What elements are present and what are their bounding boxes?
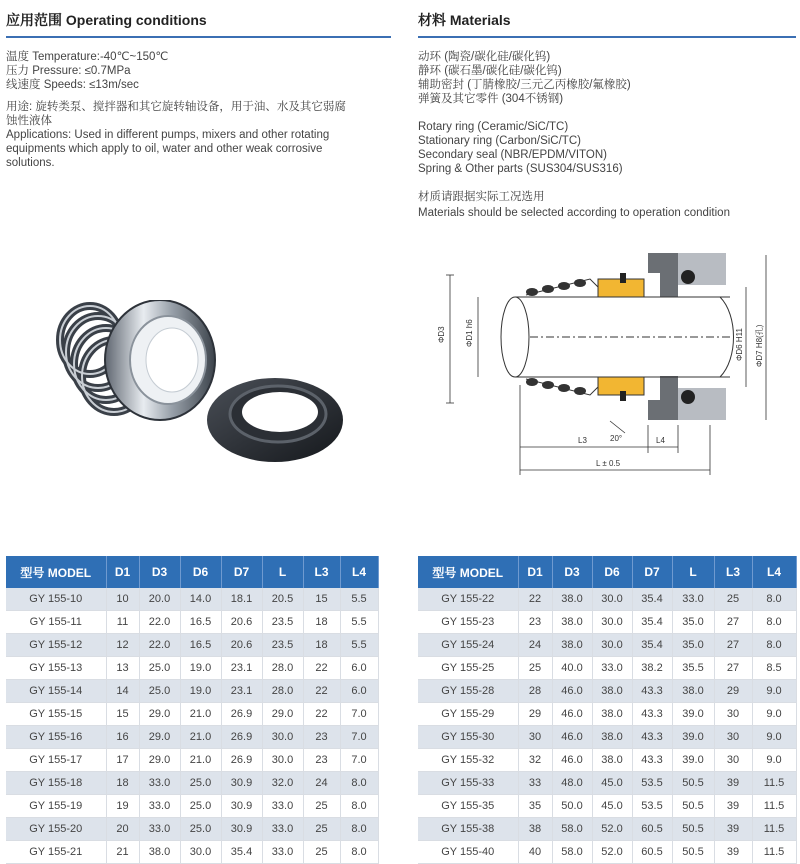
table-header-row bbox=[418, 556, 796, 588]
table-row bbox=[6, 841, 378, 864]
table-cell: 29 bbox=[518, 703, 552, 726]
table-cell: 53.5 bbox=[632, 795, 672, 818]
table-row bbox=[418, 772, 796, 795]
table-cell: 39 bbox=[714, 795, 752, 818]
table-cell: 26.9 bbox=[221, 703, 262, 726]
table-cell: 19 bbox=[106, 795, 139, 818]
table-cell: 22 bbox=[518, 588, 552, 611]
table-cell: 30.0 bbox=[180, 841, 221, 864]
table-cell: 11.5 bbox=[752, 818, 796, 841]
table-cell: GY 155-24 bbox=[418, 634, 518, 657]
table-cell: GY 155-30 bbox=[418, 726, 518, 749]
angle-label: 20° bbox=[610, 434, 623, 443]
temperature-text: 温度 Temperature:-40℃~150℃ bbox=[6, 51, 169, 63]
table-cell: 43.3 bbox=[632, 726, 672, 749]
table-cell: 26.9 bbox=[221, 749, 262, 772]
table-row bbox=[418, 726, 796, 749]
table-row bbox=[6, 772, 378, 795]
table-row bbox=[418, 588, 796, 611]
table-cell: 35.5 bbox=[672, 657, 714, 680]
table-cell: 9.0 bbox=[752, 680, 796, 703]
application-en-line: Applications: Used in different pumps, mixers and other rotating bbox=[6, 129, 330, 141]
table-row bbox=[418, 680, 796, 703]
table-cell: 58.0 bbox=[552, 818, 592, 841]
dim-d1-label: ΦD1 h6 bbox=[465, 319, 474, 347]
table-cell: 38.0 bbox=[552, 634, 592, 657]
table-cell: 50.5 bbox=[672, 772, 714, 795]
table-row bbox=[418, 634, 796, 657]
table-cell: GY 155-22 bbox=[418, 588, 518, 611]
table-cell: 33.0 bbox=[592, 657, 632, 680]
table-cell: 22 bbox=[303, 680, 340, 703]
table-cell: 5.5 bbox=[340, 611, 378, 634]
table-cell: 8.5 bbox=[752, 657, 796, 680]
table-cell: GY 155-33 bbox=[418, 772, 518, 795]
table-cell: 24 bbox=[518, 634, 552, 657]
column-header: L bbox=[262, 556, 303, 588]
table-cell: 33.0 bbox=[672, 588, 714, 611]
table-cell: 33 bbox=[518, 772, 552, 795]
table-body bbox=[418, 588, 796, 864]
table-cell: 30.0 bbox=[592, 588, 632, 611]
speed-text: 线速度 Speeds: ≤13m/sec bbox=[6, 79, 139, 91]
table-cell: 46.0 bbox=[552, 726, 592, 749]
table-cell: 22.0 bbox=[139, 634, 180, 657]
table-cell: 25.0 bbox=[180, 795, 221, 818]
table-cell: 29.0 bbox=[139, 749, 180, 772]
table-cell: GY 155-38 bbox=[418, 818, 518, 841]
table-cell: 26.9 bbox=[221, 726, 262, 749]
spec-table-right bbox=[418, 556, 797, 864]
table-cell: 22 bbox=[303, 703, 340, 726]
application-en-line: solutions. bbox=[6, 157, 55, 169]
table-cell: 23 bbox=[303, 749, 340, 772]
table-row bbox=[418, 749, 796, 772]
column-header: L bbox=[672, 556, 714, 588]
table-cell: 8.0 bbox=[340, 818, 378, 841]
table-cell: 39.0 bbox=[672, 749, 714, 772]
table-row bbox=[6, 795, 378, 818]
table-cell: 50.5 bbox=[672, 818, 714, 841]
table-cell: 23.5 bbox=[262, 634, 303, 657]
table-cell: 24 bbox=[303, 772, 340, 795]
table-cell: 20.5 bbox=[262, 588, 303, 611]
table-cell: 38.0 bbox=[592, 680, 632, 703]
table-cell: 43.3 bbox=[632, 749, 672, 772]
application-en-line: equipments which apply to oil, water and other weak corrosive bbox=[6, 143, 323, 155]
table-cell: 35.0 bbox=[672, 611, 714, 634]
shaft bbox=[501, 297, 734, 377]
table-cell: GY 155-40 bbox=[418, 841, 518, 864]
table-cell: 8.0 bbox=[752, 634, 796, 657]
table-row bbox=[418, 611, 796, 634]
dim-l3-label: L3 bbox=[578, 436, 587, 445]
table-row bbox=[418, 703, 796, 726]
table-cell: 8.0 bbox=[340, 795, 378, 818]
table-cell: 18 bbox=[303, 634, 340, 657]
table-cell: GY 155-25 bbox=[418, 657, 518, 680]
operating-title: 应用范围 Operating conditions bbox=[6, 12, 207, 28]
table-cell: 30.0 bbox=[592, 634, 632, 657]
table-cell: 35.4 bbox=[632, 611, 672, 634]
table-cell: 25 bbox=[303, 818, 340, 841]
table-cell: 33.0 bbox=[262, 795, 303, 818]
operating-rule bbox=[6, 36, 391, 38]
table-cell: 23.1 bbox=[221, 657, 262, 680]
materials-rule bbox=[418, 36, 796, 38]
dim-l-label: L ± 0.5 bbox=[596, 459, 621, 468]
dim-d3-label: ΦD3 bbox=[437, 326, 446, 343]
table-cell: 14.0 bbox=[180, 588, 221, 611]
table-cell: 38.0 bbox=[592, 726, 632, 749]
table-cell: 8.0 bbox=[752, 588, 796, 611]
table-row bbox=[6, 749, 378, 772]
table-cell: 12 bbox=[106, 634, 139, 657]
table-cell: 13 bbox=[106, 657, 139, 680]
table-cell: 39 bbox=[714, 841, 752, 864]
table-cell: GY 155-12 bbox=[6, 634, 106, 657]
table-row bbox=[418, 657, 796, 680]
table-cell: 25.0 bbox=[139, 657, 180, 680]
table-cell: 25.0 bbox=[139, 680, 180, 703]
table-cell: 43.3 bbox=[632, 680, 672, 703]
table-cell: 46.0 bbox=[552, 680, 592, 703]
table-cell: GY 155-11 bbox=[6, 611, 106, 634]
table-cell: GY 155-14 bbox=[6, 680, 106, 703]
table-cell: 28.0 bbox=[262, 680, 303, 703]
table-cell: 27 bbox=[714, 634, 752, 657]
table-cell: 20.6 bbox=[221, 634, 262, 657]
table-cell: 30.0 bbox=[262, 726, 303, 749]
table-cell: 5.5 bbox=[340, 588, 378, 611]
table-cell: 39 bbox=[714, 818, 752, 841]
table-cell: 7.0 bbox=[340, 726, 378, 749]
materials-title: 材料 Materials bbox=[418, 12, 511, 28]
table-cell: 7.0 bbox=[340, 703, 378, 726]
material-cn-line: 动环 (陶瓷/碳化硅/碳化钨) bbox=[418, 51, 551, 63]
table-cell: 20.0 bbox=[139, 588, 180, 611]
operating-section bbox=[6, 0, 391, 170]
table-cell: 11.5 bbox=[752, 772, 796, 795]
table-cell: 30.9 bbox=[221, 795, 262, 818]
table-cell: 18.1 bbox=[221, 588, 262, 611]
table-cell: 16.5 bbox=[180, 634, 221, 657]
table-cell: 11 bbox=[106, 611, 139, 634]
table-cell: 21.0 bbox=[180, 726, 221, 749]
table-cell: GY 155-13 bbox=[6, 657, 106, 680]
table-cell: GY 155-19 bbox=[6, 795, 106, 818]
table-cell: 7.0 bbox=[340, 749, 378, 772]
table-cell: 45.0 bbox=[592, 795, 632, 818]
product-photo bbox=[30, 300, 350, 470]
column-header: L4 bbox=[340, 556, 378, 588]
table-row bbox=[6, 818, 378, 841]
table-cell: 38.0 bbox=[672, 680, 714, 703]
column-header: D7 bbox=[632, 556, 672, 588]
table-cell: 30 bbox=[714, 726, 752, 749]
table-row bbox=[6, 611, 378, 634]
table-cell: 60.5 bbox=[632, 818, 672, 841]
table-cell: GY 155-15 bbox=[6, 703, 106, 726]
table-cell: 52.0 bbox=[592, 818, 632, 841]
table-cell: GY 155-29 bbox=[418, 703, 518, 726]
table-cell: 28 bbox=[518, 680, 552, 703]
material-en-line: Spring & Other parts (SUS304/SUS316) bbox=[418, 163, 623, 175]
table-cell: 16 bbox=[106, 726, 139, 749]
material-cn-line: 辅助密封 (丁腈橡胶/三元乙丙橡胶/氟橡胶) bbox=[418, 79, 631, 91]
table-row bbox=[6, 588, 378, 611]
table-cell: 5.5 bbox=[340, 634, 378, 657]
seal-cross-section-diagram bbox=[420, 235, 798, 500]
table-cell: 29.0 bbox=[262, 703, 303, 726]
table-cell: 30.9 bbox=[221, 772, 262, 795]
table-cell: 6.0 bbox=[340, 657, 378, 680]
table-cell: GY 155-23 bbox=[418, 611, 518, 634]
table-cell: GY 155-35 bbox=[418, 795, 518, 818]
table-cell: 15 bbox=[303, 588, 340, 611]
pressure-text: 压力 Pressure: ≤0.7MPa bbox=[6, 65, 131, 77]
table-cell: 40.0 bbox=[552, 657, 592, 680]
table-cell: 38.0 bbox=[552, 588, 592, 611]
column-header: D1 bbox=[518, 556, 552, 588]
table-cell: 11.5 bbox=[752, 841, 796, 864]
table-row bbox=[6, 680, 378, 703]
table-row bbox=[418, 841, 796, 864]
table-cell: GY 155-21 bbox=[6, 841, 106, 864]
table-row bbox=[6, 726, 378, 749]
table-cell: 53.5 bbox=[632, 772, 672, 795]
table-cell: 21.0 bbox=[180, 749, 221, 772]
table-cell: 38.0 bbox=[592, 749, 632, 772]
table-cell: 60.5 bbox=[632, 841, 672, 864]
table-cell: 32 bbox=[518, 749, 552, 772]
table-cell: 29.0 bbox=[139, 703, 180, 726]
table-cell: 40 bbox=[518, 841, 552, 864]
column-header: D6 bbox=[180, 556, 221, 588]
column-header: D3 bbox=[139, 556, 180, 588]
material-en-line: Rotary ring (Ceramic/SiC/TC) bbox=[418, 121, 569, 133]
table-cell: 35.4 bbox=[632, 588, 672, 611]
column-header: L3 bbox=[714, 556, 752, 588]
table-body bbox=[6, 588, 378, 864]
spec-table-left bbox=[6, 556, 379, 864]
table-cell: 30.9 bbox=[221, 818, 262, 841]
table-cell: 10 bbox=[106, 588, 139, 611]
table-cell: 38.0 bbox=[139, 841, 180, 864]
material-note-cn: 材质请跟据实际工况选用 bbox=[418, 191, 545, 203]
column-header: L3 bbox=[303, 556, 340, 588]
table-cell: 46.0 bbox=[552, 749, 592, 772]
table-cell: 29.0 bbox=[139, 726, 180, 749]
table-cell: 35.0 bbox=[672, 634, 714, 657]
table-cell: 30.0 bbox=[592, 611, 632, 634]
table-row bbox=[6, 634, 378, 657]
table-cell: 8.0 bbox=[340, 841, 378, 864]
table-cell: 17 bbox=[106, 749, 139, 772]
table-cell: 33.0 bbox=[139, 795, 180, 818]
table-cell: 39.0 bbox=[672, 703, 714, 726]
table-cell: 9.0 bbox=[752, 726, 796, 749]
table-cell: GY 155-10 bbox=[6, 588, 106, 611]
table-cell: 20.6 bbox=[221, 611, 262, 634]
table-cell: GY 155-28 bbox=[418, 680, 518, 703]
materials-section bbox=[418, 0, 796, 220]
table-cell: 23.5 bbox=[262, 611, 303, 634]
table-cell: 18 bbox=[106, 772, 139, 795]
table-cell: 23 bbox=[303, 726, 340, 749]
table-cell: 38.2 bbox=[632, 657, 672, 680]
table-cell: GY 155-16 bbox=[6, 726, 106, 749]
column-header: D1 bbox=[106, 556, 139, 588]
table-cell: 35.4 bbox=[632, 634, 672, 657]
table-cell: 43.3 bbox=[632, 703, 672, 726]
column-header: D6 bbox=[592, 556, 632, 588]
table-cell: 11.5 bbox=[752, 795, 796, 818]
table-cell: 33.0 bbox=[139, 818, 180, 841]
table-cell: 22.0 bbox=[139, 611, 180, 634]
table-cell: 50.0 bbox=[552, 795, 592, 818]
dim-d6-label: ΦD6 H11 bbox=[735, 328, 744, 361]
table-cell: 20 bbox=[106, 818, 139, 841]
table-row bbox=[6, 657, 378, 680]
dim-l4-label: L4 bbox=[656, 436, 665, 445]
table-row bbox=[6, 703, 378, 726]
column-header: 型号 MODEL bbox=[418, 556, 518, 588]
material-en-line: Stationary ring (Carbon/SiC/TC) bbox=[418, 135, 581, 147]
table-cell: 50.5 bbox=[672, 841, 714, 864]
table-cell: 58.0 bbox=[552, 841, 592, 864]
table-cell: 45.0 bbox=[592, 772, 632, 795]
table-header-row bbox=[6, 556, 378, 588]
table-cell: 25 bbox=[518, 657, 552, 680]
table-cell: 38.0 bbox=[592, 703, 632, 726]
material-en-line: Secondary seal (NBR/EPDM/VITON) bbox=[418, 149, 607, 161]
table-cell: 23.1 bbox=[221, 680, 262, 703]
table-cell: 35 bbox=[518, 795, 552, 818]
table-cell: 16.5 bbox=[180, 611, 221, 634]
table-cell: GY 155-32 bbox=[418, 749, 518, 772]
table-cell: 25.0 bbox=[180, 818, 221, 841]
material-note-en: Materials should be selected according to operation condition bbox=[418, 207, 730, 219]
column-header: L4 bbox=[752, 556, 796, 588]
table-cell: 18 bbox=[303, 611, 340, 634]
column-header: D7 bbox=[221, 556, 262, 588]
table-cell: 48.0 bbox=[552, 772, 592, 795]
table-cell: 6.0 bbox=[340, 680, 378, 703]
table-cell: 15 bbox=[106, 703, 139, 726]
table-cell: GY 155-20 bbox=[6, 818, 106, 841]
table-cell: 25 bbox=[714, 588, 752, 611]
table-cell: 23 bbox=[518, 611, 552, 634]
column-header: 型号 MODEL bbox=[6, 556, 106, 588]
dim-d7-label: ΦD7 H8(孔) bbox=[755, 324, 764, 367]
table-cell: 39 bbox=[714, 772, 752, 795]
table-cell: GY 155-17 bbox=[6, 749, 106, 772]
table-cell: 9.0 bbox=[752, 749, 796, 772]
table-cell: 30 bbox=[714, 703, 752, 726]
table-cell: 19.0 bbox=[180, 680, 221, 703]
table-cell: 32.0 bbox=[262, 772, 303, 795]
table-cell: 50.5 bbox=[672, 795, 714, 818]
table-cell: 27 bbox=[714, 657, 752, 680]
table-cell: 14 bbox=[106, 680, 139, 703]
table-cell: 28.0 bbox=[262, 657, 303, 680]
table-cell: 22 bbox=[303, 657, 340, 680]
table-cell: 33.0 bbox=[139, 772, 180, 795]
table-cell: 8.0 bbox=[340, 772, 378, 795]
table-cell: 27 bbox=[714, 611, 752, 634]
table-cell: 25 bbox=[303, 841, 340, 864]
table-row bbox=[418, 795, 796, 818]
table-cell: 9.0 bbox=[752, 703, 796, 726]
table-cell: 19.0 bbox=[180, 657, 221, 680]
application-cn-line: 用途: 旋转类泵、搅拌器和其它旋转轴设备，用于油、水及其它弱腐 bbox=[6, 101, 346, 113]
table-cell: 25 bbox=[303, 795, 340, 818]
table-cell: 30 bbox=[518, 726, 552, 749]
table-cell: 29 bbox=[714, 680, 752, 703]
table-cell: 46.0 bbox=[552, 703, 592, 726]
table-cell: 52.0 bbox=[592, 841, 632, 864]
table-cell: 35.4 bbox=[221, 841, 262, 864]
table-cell: 30.0 bbox=[262, 749, 303, 772]
table-cell: 8.0 bbox=[752, 611, 796, 634]
material-cn-line: 弹簧及其它零件 (304不锈钢) bbox=[418, 93, 564, 105]
table-row bbox=[418, 818, 796, 841]
table-cell: 33.0 bbox=[262, 841, 303, 864]
application-cn-line: 蚀性液体 bbox=[6, 115, 52, 127]
table-cell: 25.0 bbox=[180, 772, 221, 795]
column-header: D3 bbox=[552, 556, 592, 588]
table-cell: 21.0 bbox=[180, 703, 221, 726]
table-cell: 21 bbox=[106, 841, 139, 864]
material-cn-line: 静环 (碳石墨/碳化硅/碳化钨) bbox=[418, 65, 562, 77]
table-cell: 39.0 bbox=[672, 726, 714, 749]
table-cell: 38 bbox=[518, 818, 552, 841]
table-cell: 30 bbox=[714, 749, 752, 772]
table-cell: GY 155-18 bbox=[6, 772, 106, 795]
table-cell: 38.0 bbox=[552, 611, 592, 634]
table-cell: 33.0 bbox=[262, 818, 303, 841]
